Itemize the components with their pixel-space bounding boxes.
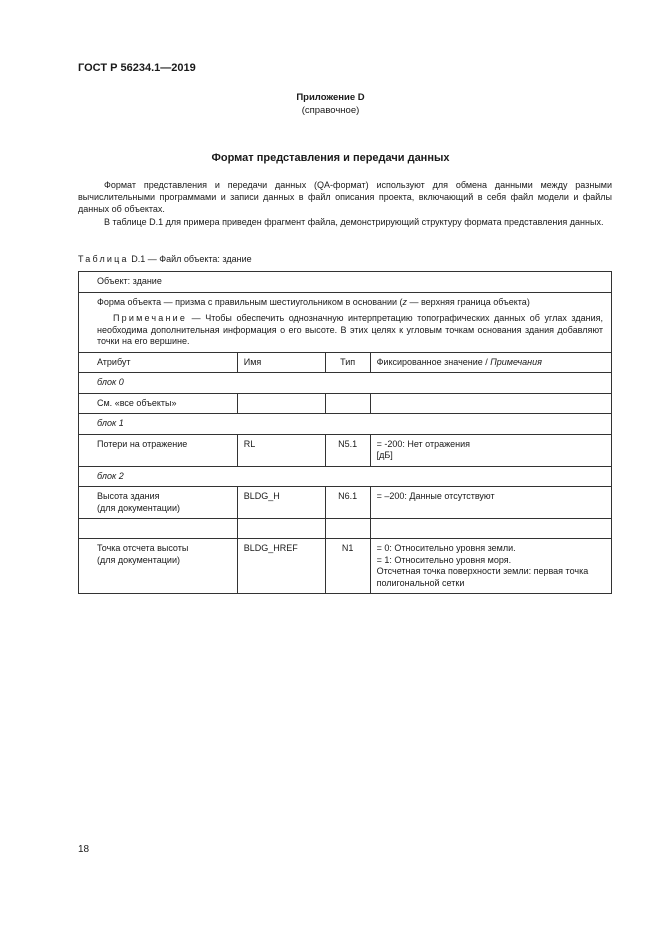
header-fixed-value xyxy=(370,352,611,373)
table-row xyxy=(79,487,612,519)
document-code: ГОСТ Р 56234.1—2019 xyxy=(78,62,196,74)
header-fixed-value-text: Фиксированное значение / xyxy=(376,356,491,367)
page-number: 18 xyxy=(78,844,90,855)
empty-cell xyxy=(325,393,370,414)
building-height-attribute-line: Высота здания xyxy=(97,491,160,501)
table-caption-number: D.1 xyxy=(131,254,146,264)
empty-cell xyxy=(79,519,238,539)
table-caption xyxy=(78,254,252,264)
block-0-label: блок 0 xyxy=(79,373,612,394)
table-row xyxy=(79,434,612,466)
table-row xyxy=(79,373,612,394)
empty-cell xyxy=(370,393,611,414)
empty-cell xyxy=(370,519,611,539)
object-cell: Объект: здание xyxy=(79,272,612,293)
table-header-row xyxy=(79,352,612,373)
appendix-subtitle: (справочное) xyxy=(301,105,360,116)
z-variable: z xyxy=(402,296,407,307)
reflection-loss-unit: [дБ] xyxy=(376,450,393,460)
object-form-text xyxy=(97,297,605,309)
table-row xyxy=(79,292,612,352)
height-ref-attribute xyxy=(79,539,238,594)
table-row xyxy=(79,393,612,414)
table-caption-text: — Файл объекта: здание xyxy=(145,254,252,264)
reflection-loss-type: N5.1 xyxy=(325,434,370,466)
height-ref-attribute-line: Точка отсчета высоты xyxy=(97,543,189,553)
table-row xyxy=(79,466,612,487)
reflection-loss-name: RL xyxy=(237,434,325,466)
reflection-loss-attribute: Потери на отражение xyxy=(79,434,238,466)
empty-cell xyxy=(237,519,325,539)
height-ref-value xyxy=(370,539,611,594)
block-1-label: блок 1 xyxy=(79,414,612,435)
object-file-table xyxy=(78,271,612,594)
table-reference-paragraph: В таблице D.1 для примера приведен фрагмент файла, демонстрирующий структуру формата представления данных. xyxy=(104,217,604,227)
header-attribute: Атрибут xyxy=(79,352,238,373)
note-label: Примечание xyxy=(113,313,188,323)
section-title: Формат представления и передачи данных xyxy=(211,152,450,164)
header-name: Имя xyxy=(237,352,325,373)
height-ref-name: BLDG_HREF xyxy=(237,539,325,594)
appendix-heading xyxy=(0,91,661,117)
table-row xyxy=(79,414,612,435)
empty-cell xyxy=(325,519,370,539)
note xyxy=(97,313,605,348)
height-ref-value-line: = 1: Относительно уровня моря. xyxy=(376,554,512,565)
table-row xyxy=(79,272,612,293)
object-form-text-start: Форма объекта — призма с правильным шестиугольником в основании ( xyxy=(97,296,403,307)
table-row xyxy=(79,519,612,539)
object-form-cell xyxy=(79,292,612,352)
height-ref-type: N1 xyxy=(325,539,370,594)
object-form-text-end: — верхняя граница объекта) xyxy=(407,296,530,307)
block-2-label: блок 2 xyxy=(79,466,612,487)
empty-cell xyxy=(237,393,325,414)
see-all-cell: См. «все объекты» xyxy=(79,393,238,414)
appendix-title: Приложение D xyxy=(296,92,365,103)
header-type: Тип xyxy=(325,352,370,373)
header-notes-text: Примечания xyxy=(490,356,542,367)
reflection-loss-value xyxy=(370,434,611,466)
height-ref-value-line: Отсчетная точка поверхности земли: первая точка полигональной сетки xyxy=(376,566,589,588)
intro-paragraph: Формат представления и передачи данных (QA-формат) используют для обмена данными между разными вычислительными программами и записи данных в файл описания проекта, включающий в себя файл модели и файлы данных об объектах. xyxy=(78,180,612,214)
note-text: — Чтобы обеспечить однозначную интерпретацию топографических данных об углах здания, необходима дополнительная информация о его высоте. В этих целях к угловым точкам основания здания добавляют точки на его вершине. xyxy=(97,313,603,346)
building-height-name: BLDG_H xyxy=(237,487,325,519)
table-caption-label: Таблица xyxy=(78,254,129,264)
building-height-value: = –200: Данные отсутствуют xyxy=(370,487,611,519)
reflection-loss-value-line: = -200: Нет отражения xyxy=(376,438,471,449)
height-ref-value-line: = 0: Относительно уровня земли. xyxy=(376,543,516,553)
building-height-type: N6.1 xyxy=(325,487,370,519)
height-ref-attribute-note: (для документации) xyxy=(97,554,180,565)
building-height-attribute-note: (для документации) xyxy=(97,502,180,513)
table-row xyxy=(79,539,612,594)
building-height-attribute xyxy=(79,487,238,519)
